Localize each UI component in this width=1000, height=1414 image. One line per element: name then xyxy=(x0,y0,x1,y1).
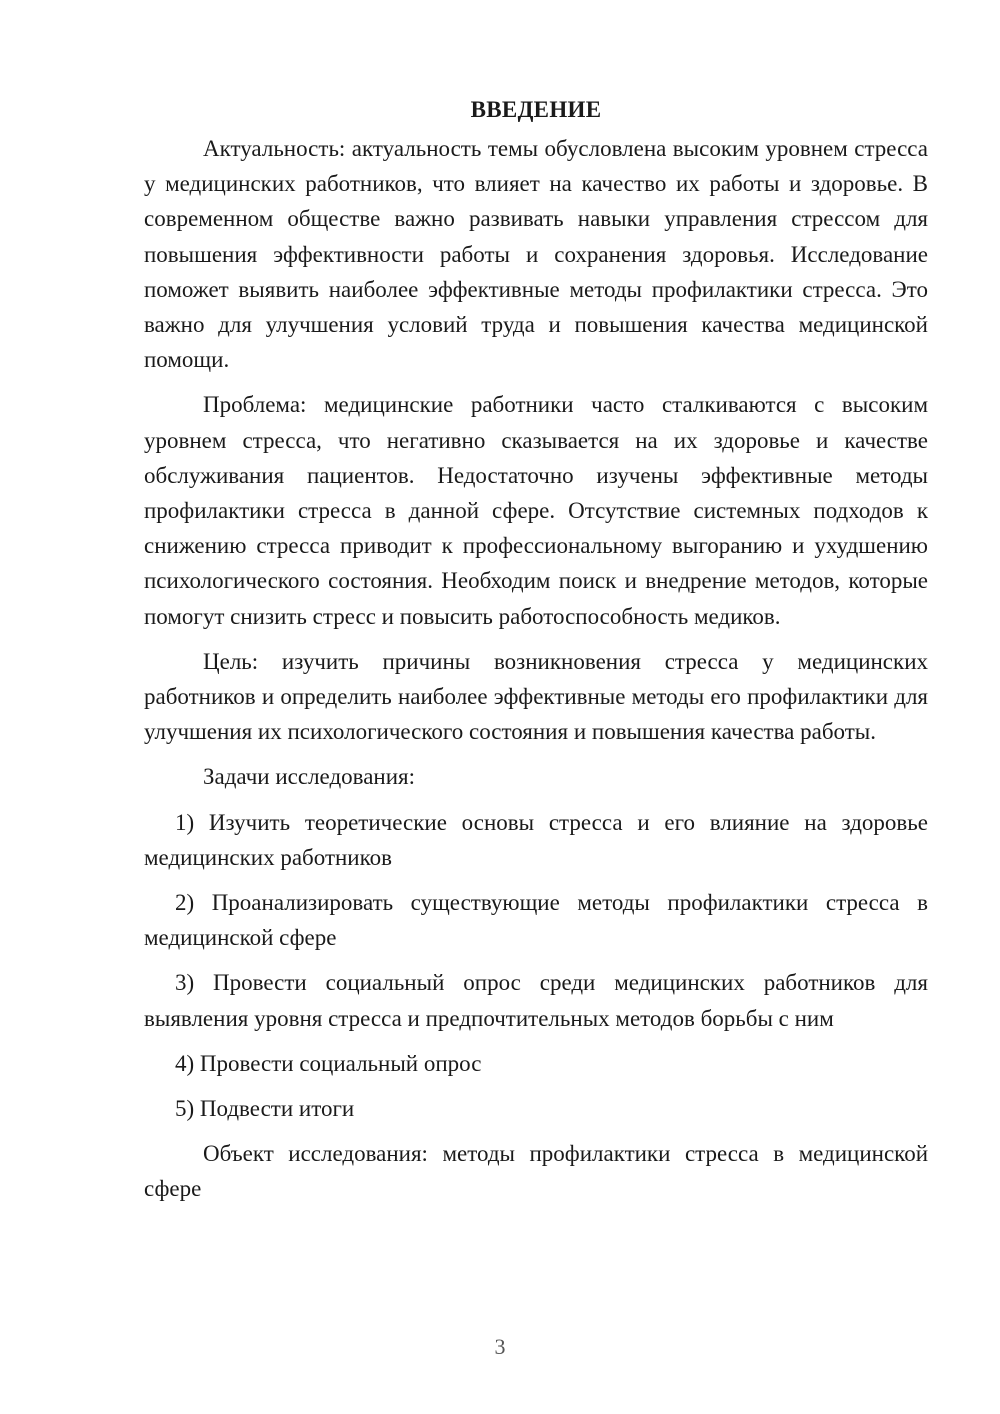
task-item-2: 2) Проанализировать существующие методы профилактики стресса в медицинской сфере xyxy=(144,890,928,951)
problem-paragraph: Проблема: медицинские работники часто сталкиваются с высоким уровнем стресса, что негативно сказывается на их здоровье и качестве обслуживания пациентов. Недостаточно изучены эффективные методы профилактики стресса в данной сфере. Отсутствие системных подходов к снижению стресса приводит к профессиональному выгоранию и ухудшению психологического состояния. Необходим поиск и внедрение методов, которые помогут снизить стресс и повысить работоспособность медиков. xyxy=(144,392,928,629)
goal-paragraph: Цель: изучить причины возникновения стресса у медицинских работников и определить наиболее эффективные методы его профилактики для улучшения их психологического состояния и повышения качества работы. xyxy=(144,648,928,745)
document-page xyxy=(144,95,928,1207)
task-item-4: 4) Провести социальный опрос xyxy=(175,1050,482,1076)
page-number: 3 xyxy=(494,1334,506,1359)
task-item-5: 5) Подвести итоги xyxy=(175,1096,355,1122)
section-title: ВВЕДЕНИЕ xyxy=(470,97,602,122)
tasks-heading: Задачи исследования: xyxy=(203,764,416,790)
object-paragraph: Объект исследования: методы профилактики стресса в медицинской сфере xyxy=(144,1141,928,1202)
task-item-1: 1) Изучить теоретические основы стресса и его влияние на здоровье медицинских работников xyxy=(144,809,928,870)
relevance-paragraph: Актуальность: актуальность темы обусловлена высоким уровнем стресса у медицинских работников, что влияет на качество их работы и здоровье. В современном обществе важно развивать навыки управления стрессом для повышения эффективности работы и сохранения здоровья. Исследование поможет выявить наиболее эффективные методы профилактики стресса. Это важно для улучшения условий труда и повышения качества медицинской помощи. xyxy=(144,136,928,373)
task-item-3: 3) Провести социальный опрос среди медицинских работников для выявления уровня стресса и предпочтительных методов борьбы с ним xyxy=(144,970,928,1031)
